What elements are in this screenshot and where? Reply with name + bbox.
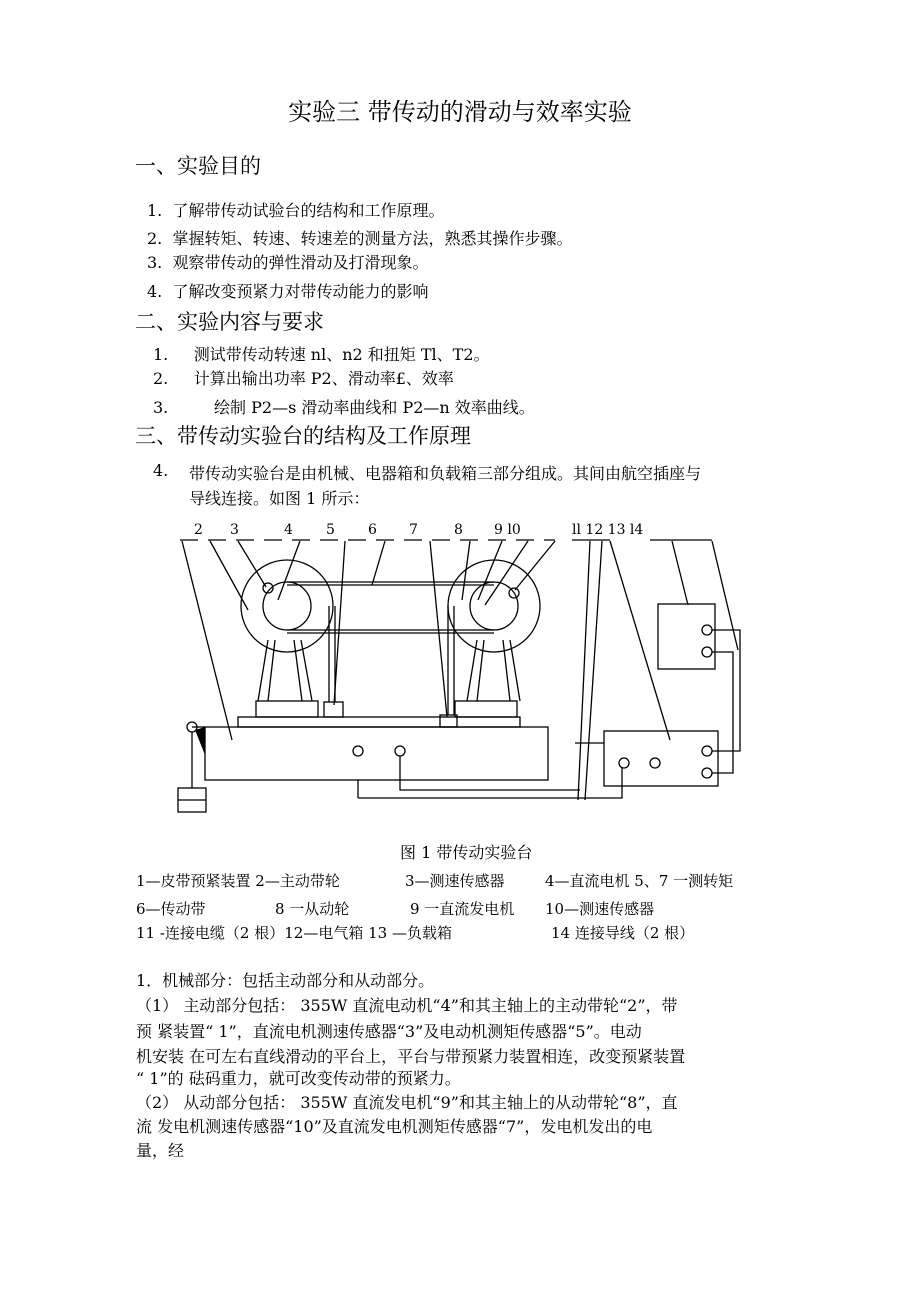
list-item: 3. 观察带传动的弹性滑动及打滑现象。 bbox=[147, 253, 429, 272]
list-item: 1. 测试带传动转速 nl、n2 和扭矩 Tl、T2。 bbox=[153, 345, 490, 364]
legend-item: 1—皮带预紧装置 2—主动带轮 bbox=[136, 872, 340, 890]
section-heading-objectives: 一、实验目的 bbox=[135, 154, 261, 178]
legend-item: 10—测速传感器 bbox=[545, 900, 655, 918]
legend-item: 3—测速传感器 bbox=[405, 872, 505, 890]
figure-label: 4 bbox=[284, 522, 293, 538]
list-item: 4. 了解改变预紧力对带传动能力的影响 bbox=[147, 282, 429, 301]
section-heading-content: 二、实验内容与要求 bbox=[135, 310, 324, 334]
paragraph-line: 机安装 在可左右直线滑动的平台上，平台与带预紧力装置相连，改变预紧装置 bbox=[136, 1047, 686, 1066]
paragraph-line: 量，经 bbox=[136, 1141, 185, 1160]
legend-item: 14 连接导线（2 根） bbox=[551, 924, 695, 942]
legend-item: 9 一直流发电机 bbox=[410, 900, 515, 918]
figure-label: 5 bbox=[326, 522, 335, 538]
legend-item: 8 一从动轮 bbox=[275, 900, 350, 918]
paragraph-line: 预 紧装置“ 1”，直流电机测速传感器“3”及电动机测矩传感器“5”。电动 bbox=[136, 1022, 642, 1041]
figure-label: 2 bbox=[194, 522, 203, 538]
list-item: 3. 绘制 P2—s 滑动率曲线和 P2—n 效率曲线。 bbox=[153, 398, 535, 417]
paragraph-line: （2） 从动部分包括： 355W 直流发电机“9”和其主轴上的从动带轮“8”，直 bbox=[136, 1093, 678, 1112]
paragraph-line: 带传动实验台是由机械、电器箱和负载箱三部分组成。其间由航空插座与 bbox=[189, 464, 702, 483]
list-item: 2. 掌握转矩、转速、转速差的测量方法，熟悉其操作步骤。 bbox=[147, 229, 573, 248]
legend-item: 4—直流电机 5、7 一测转矩 bbox=[545, 872, 734, 890]
paragraph-line: （1） 主动部分包括： 355W 直流电动机“4”和其主轴上的主动带轮“2”，带 bbox=[136, 996, 678, 1015]
figure-label: ll 12 13 l4 bbox=[572, 522, 644, 538]
legend-item: 11 -连接电缆（2 根）12—电气箱 13 —负载箱 bbox=[136, 924, 452, 942]
figure-label: 7 bbox=[409, 522, 418, 538]
list-item-num: 4. bbox=[153, 461, 169, 480]
paragraph-line: “ 1”的 砝码重力，就可改变传动带的预紧力。 bbox=[136, 1069, 461, 1088]
figure-label: 8 bbox=[454, 522, 463, 538]
figure-label: 3 bbox=[230, 522, 239, 538]
paragraph-line: 1．机械部分：包括主动部分和从动部分。 bbox=[136, 971, 435, 990]
figure-label: 6 bbox=[368, 522, 377, 538]
list-item: 2. 计算出输出功率 P2、滑动率£、效率 bbox=[153, 369, 454, 388]
figure-caption: 图 1 带传动实验台 bbox=[400, 843, 533, 862]
section-heading-structure: 三、带传动实验台的结构及工作原理 bbox=[135, 424, 471, 448]
paragraph-line: 流 发电机测速传感器“10”及直流发电机测矩传感器“7”，发电机发出的电 bbox=[136, 1117, 653, 1136]
legend-item: 6—传动带 bbox=[136, 900, 206, 918]
list-item: 1. 了解带传动试验台的结构和工作原理。 bbox=[147, 201, 445, 220]
page-title: 实验三 带传动的滑动与效率实验 bbox=[288, 98, 632, 126]
figure-label: 9 l0 bbox=[494, 522, 521, 538]
paragraph-line: 导线连接。如图 1 所示： bbox=[189, 489, 370, 508]
